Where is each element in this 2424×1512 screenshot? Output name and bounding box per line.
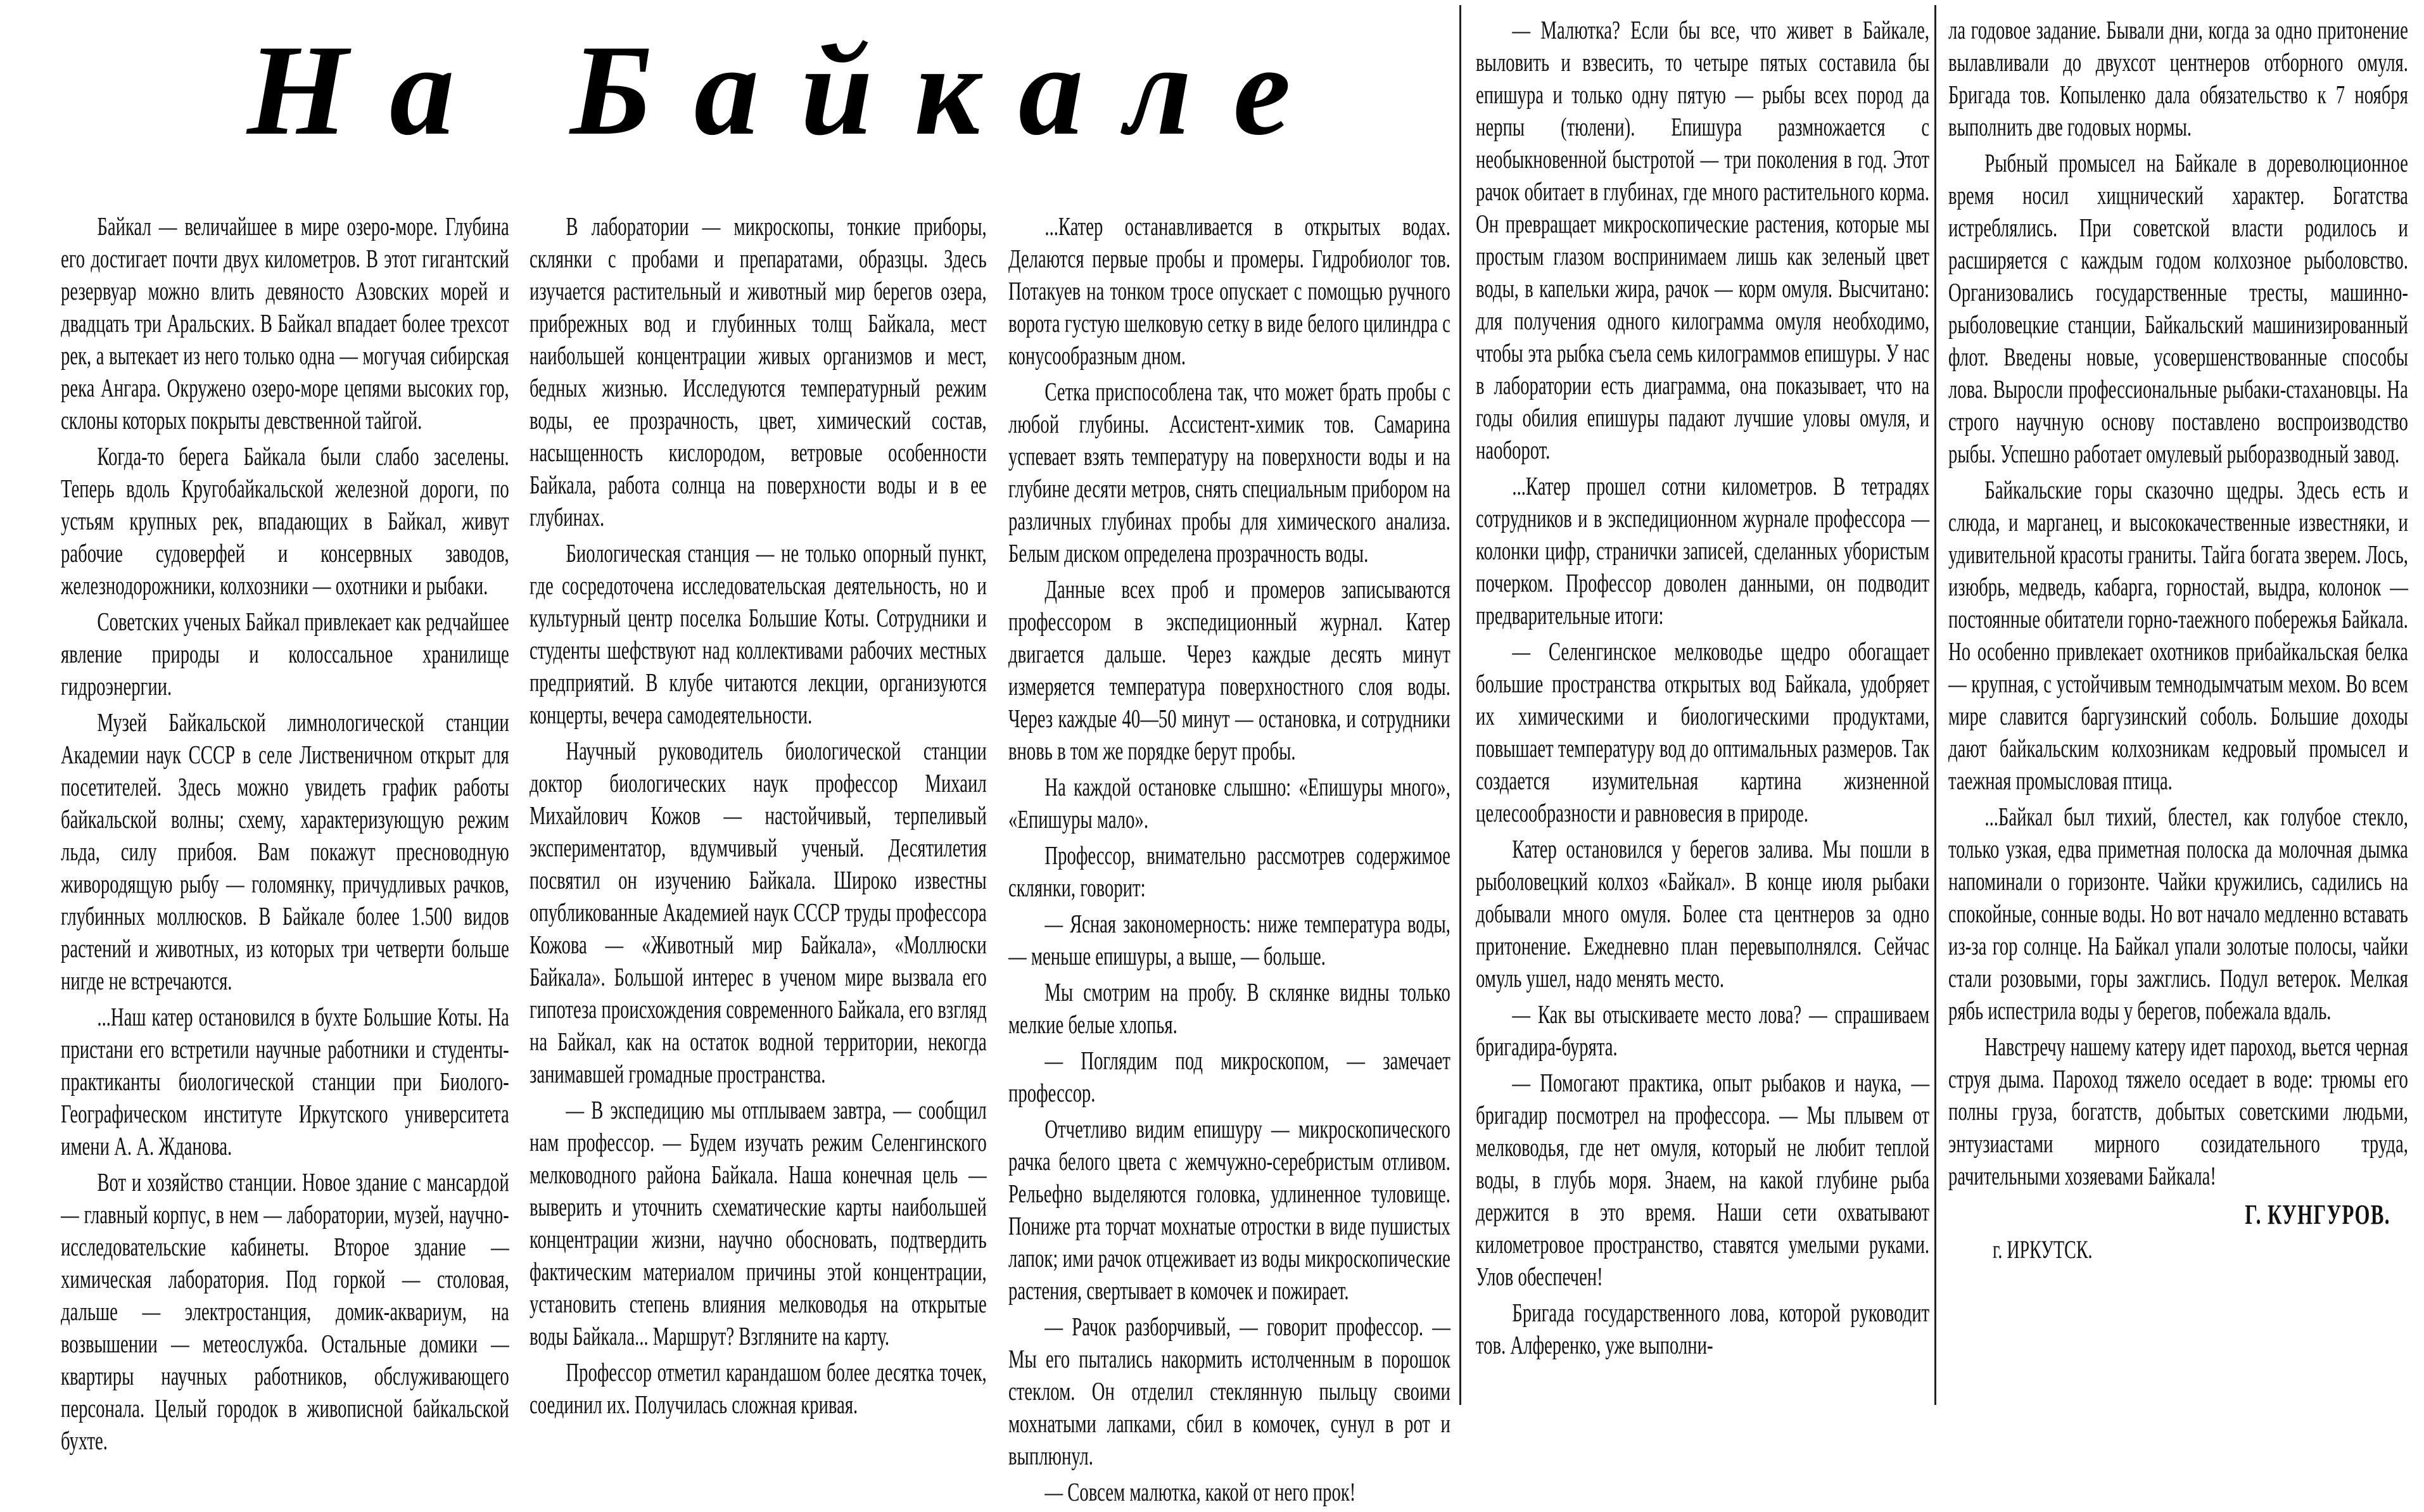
- paragraph: ...Катер прошел сотни километров. В тетрадях сотрудников и в экспедиционном журнале профессора — колонки цифр, странички записей, сделанных убористым почерком. Профессор доволен данными, он подводит предварительные итоги:: [1476, 471, 1930, 630]
- paragraph: — Селенгинское мелководье щедро обогащает большие пространства открытых вод Байкала, удобряет их химическими и биологическими продуктами, повышает температуру вод до оптимальных размеров. Так создается изумительная картина жизненной целесообразности и равновесия в природе.: [1476, 637, 1930, 827]
- paragraph: Катер остановился у берегов залива. Мы пошли в рыболовецкий колхоз «Байкал». В конце июля рыбаки добывали много омуля. Более ста центнеров за одно притонение. Ежедневно план перевыполнялся. Сейчас омуль ушел, надо менять место.: [1476, 834, 1930, 993]
- paragraph: Сетка приспособлена так, что может брать пробы с любой глубины. Ассистент-химик тов. Самарина успевает взять температуру на поверхности воды и на глубине десяти метров, снять специальным прибором на различных глубинах пробы для химического анализа. Белым диском определена прозрачность воды.: [1008, 377, 1450, 568]
- paragraph: Навстречу нашему катеру идет пароход, вьется черная струя дыма. Пароход тяжело оседает в воде: трюмы его полны груза, богатств, добытых советскими людьми, энтузиастами мирного созидательного труда, рачительными хозяевами Байкала!: [1948, 1032, 2408, 1190]
- paragraph: — В экспедицию мы отплываем завтра, — сообщил нам профессор. — Будем изучать режим Селенгинского мелководного района Байкала. Наша конечная цель — выверить и уточнить схематические карты наибольшей концентрации жизни, научно обосновать, подтвердить фактическим материалом причины этой концентрации, установить степень влияния мелководья на открытые воды Байкала... Маршрут? Взгляните на карту.: [530, 1095, 987, 1350]
- article-column-2: [530, 210, 987, 1425]
- article-column-5: [1948, 14, 2408, 1266]
- article-column-1: [61, 210, 509, 1461]
- paragraph: — Как вы отыскиваете место лова? — спрашиваем бригадира-бурята.: [1476, 1000, 1930, 1061]
- column-rule: [1934, 5, 1936, 1405]
- author-signature: Г. КУНГУРОВ.: [2245, 1199, 2390, 1230]
- paragraph: Профессор отметил карандашом более десятка точек, соединил их. Получилась сложная кривая.: [530, 1357, 987, 1419]
- paragraph: Отчетливо видим епишуру — микроскопического рачка белого цвета с жемчужно-серебристым отливом. Рельефно выделяются головка, удлиненное туловище. Пониже рта торчат мохнатые отростки в виде пушистых лапок; ими рачок отцеживает из воды микроскопические растения, свертывает в комочек и пожирает.: [1008, 1114, 1450, 1305]
- paragraph: Биологическая станция — не только опорный пункт, где сосредоточена исследовательская деятельность, но и культурный центр поселка Большие Коты. Сотрудники и студенты шефствуют над коллективами рабочих местных предприятий. В клубе читаются лекции, организуются концерты, вечера самодеятельности.: [530, 538, 987, 729]
- paragraph: Бригада государственного лова, которой руководит тов. Алференко, уже выполни-: [1476, 1298, 1930, 1359]
- paragraph: Когда-то берега Байкала были слабо заселены. Теперь вдоль Кругобайкальской железной дороги, по устьям крупных рек, впадающих в Байкал, живут рабочие судоверфей и консервных заводов, железнодорожники, колхозники — охотники и рыбаки.: [61, 442, 509, 600]
- paragraph: На каждой остановке слышно: «Епишуры много», «Епишуры мало».: [1008, 772, 1450, 834]
- paragraph: Данные всех проб и промеров записываются профессором в экспедиционный журнал. Катер двигается дальше. Через каждые десять минут измеряется температура поверхностного слоя воды. Через каждые 40—50 минут — остановка, и сотрудники вновь в том же порядке берут пробы.: [1008, 575, 1450, 765]
- paragraph: ...Наш катер остановился в бухте Большие Коты. На пристани его встретили научные работники и студенты-практиканты биологической станции при Биолого-Географическом институте Иркутского университета имени А. А. Жданова.: [61, 1002, 509, 1160]
- article-column-3: [1008, 210, 1450, 1512]
- paragraph: — Помогают практика, опыт рыбаков и наука, — бригадир посмотрел на профессора. — Мы плывем от мелководья, где нет омуля, который не любит теплой воды, в глубь моря. Знаем, на какой глубине рыба держится в это время. Наши сети охватывают километровое пространство, ставятся умелыми руками. Улов обеспечен!: [1476, 1068, 1930, 1291]
- article-column-4: [1476, 14, 1929, 1365]
- paragraph: ла годовое задание. Бывали дни, когда за одно притонение вылавливали до двухсот центнеров отборного омуля. Бригада тов. Копыленко дала обязательство к 7 ноября выполнить две годовых нормы.: [1948, 15, 2408, 141]
- paragraph: Мы смотрим на пробу. В склянке видны только мелкие белые хлопья.: [1008, 977, 1450, 1039]
- paragraph: В лаборатории — микроскопы, тонкие приборы, склянки с пробами и препаратами, образцы. Здесь изучается растительный и животный мир берегов озера, прибрежных вод и глубинных толщ Байкала, мест наибольшей концентрации живых организмов и мест, бедных жизнью. Исследуются температурный режим воды, ее прозрачность, цвет, химический состав, насыщенность кислородом, ветровые особенности Байкала, работа солнца на поверхности воды и в ее глубинах.: [530, 212, 987, 531]
- paragraph: — Рачок разборчивый, — говорит профессор. — Мы его пытались накормить истолченным в порошок стеклом. Он отделил стеклянную пыльцу своими мохнатыми лапками, сбил в комочек, сунул в рот и выплюнул.: [1008, 1312, 1450, 1470]
- paragraph: — Ясная закономерность: ниже температура воды, — меньше епишуры, а выше, — больше.: [1008, 909, 1450, 970]
- paragraph: Советских ученых Байкал привлекает как редчайшее явление природы и колоссальное хранилище гидроэнергии.: [61, 607, 509, 701]
- dateline-place: г. ИРКУТСК.: [1993, 1235, 2093, 1264]
- paragraph: Байкал — величайшее в мире озеро-море. Глубина его достигает почти двух километров. В этот гигантский резервуар можно влить девяносто Азовских морей и двадцать три Аральских. В Байкал впадает более трехсот рек, а вытекает из него только одна — могучая сибирская река Ангара. Окружено озеро-море цепями высоких гор, склоны которых покрыты девственной тайгой.: [61, 212, 509, 435]
- paragraph: ...Байкал был тихий, блестел, как голубое стекло, только узкая, едва приметная полоска да молочная дымка напоминали о горизонте. Чайки кружились, садились на спокойные, сонные воды. Но вот начало медленно вставать из-за гор солнце. На Байкал упали золотые полосы, чайки стали розовыми, горы зажглись. Подул ветерок. Мелкая рябь испестрила воды у берегов, побежала вдаль.: [1948, 802, 2408, 1025]
- paragraph: ...Катер останавливается в открытых водах. Делаются первые пробы и промеры. Гидробиолог тов. Потакуев на тонком тросе опускает с помощью ручного ворота густую шелковую сетку в виде белого цилиндра с конусообразным дном.: [1008, 212, 1450, 370]
- paragraph: Научный руководитель биологической станции доктор биологических наук профессор Михаил Михайлович Кожов — настойчивый, терпеливый экспериментатор, вдумчивый ученый. Десятилетия посвятил он изучению Байкала. Широко известны опубликованные Академией наук СССР труды профессора Кожова — «Животный мир Байкала», «Моллюски Байкала». Большой интерес в ученом мире вызвала его гипотеза происхождения современного Байкала, его взгляд на Байкал, как на остаток водной территории, некогда занимавшей громадные пространства.: [530, 736, 987, 1088]
- paragraph: Музей Байкальской лимнологической станции Академии наук СССР в селе Лиственичном открыт для посетителей. Здесь можно увидеть график работы байкальской волны; схему, характеризующую режим льда, силу прибоя. Вам покажут пресноводную живородящую рыбу — голомянку, причудливых рачков, глубинных моллюсков. В Байкале более 1.500 видов растений и животных, из которых три четверти больше нигде не встречаются.: [61, 708, 509, 995]
- paragraph: Байкальские горы сказочно щедры. Здесь есть и слюда, и марганец, и высококачественные известняки, и удивительной красоты граниты. Тайга богата зверем. Лось, изюбрь, медведь, кабарга, горностай, выдра, колонок — постоянные обитатели горно-таежного побережья Байкала. Но особенно привлекает охотников прибайкальская белка — крупная, с устойчивым темнодымчатым мехом. Во всем мире славится баргузинский соболь. Большие доходы дают байкальским колхозникам кедровый промысел и таежная промысловая птица.: [1948, 475, 2408, 795]
- paragraph: — Малютка? Если бы все, что живет в Байкале, выловить и взвесить, то четыре пятых составила бы епишура и только одну пятую — рыбы всех пород да нерпы (тюлени). Епишура размножается с необыкновенной быстротой — три поколения в год. Этот рачок обитает в глубинах, где много растительного корма. Он превращает микроскопические растения, которые мы простым глазом воспринимаем лишь как зеленый цвет воды, в капельки жира, рачок — корм омуля. Высчитано: для получения одного килограмма омуля необходимо, чтобы эта рыбка съела семь килограммов епишуры. У нас в лаборатории есть диаграмма, она показывает, что на годы обилия епишуры падают лучшие уловы омуля, и наоборот.: [1476, 15, 1930, 464]
- paragraph: Вот и хозяйство станции. Новое здание с мансардой — главный корпус, в нем — лаборатории, музей, научно-исследовательские кабинеты. Второе здание — химическая лаборатория. Под горкой — столовая, дальше — электростанция, домик-аквариум, на возвышении — метеослужба. Остальные домики — квартиры научных работников, обслуживающего персонала. Целый городок в живописной байкальской бухте.: [61, 1167, 509, 1455]
- paragraph: — Поглядим под микроскопом, — замечает профессор.: [1008, 1046, 1450, 1107]
- paragraph: Профессор, внимательно рассмотрев содержимое склянки, говорит:: [1008, 841, 1450, 902]
- paragraph: — Совсем малютка, какой от него прок!: [1044, 1477, 1356, 1506]
- column-rule: [1459, 5, 1461, 1405]
- paragraph: Рыбный промысел на Байкале в дореволюционное время носил хищнический характер. Богатства истреблялись. При советской власти родилось и расширяется с каждым годом колхозное рыболовство. Организовались государственные тресты, машинно-рыболовецкие станции, Байкальский машинизированный флот. Введены новые, усовершенствованные способы лова. Выросли профессиональные рыбаки-стахановцы. На строго научную основу поставлено воспроизводство рыбы. Успешно работает омулевый рыборазводный завод.: [1948, 148, 2408, 468]
- article-title: На Байкале: [247, 18, 1333, 162]
